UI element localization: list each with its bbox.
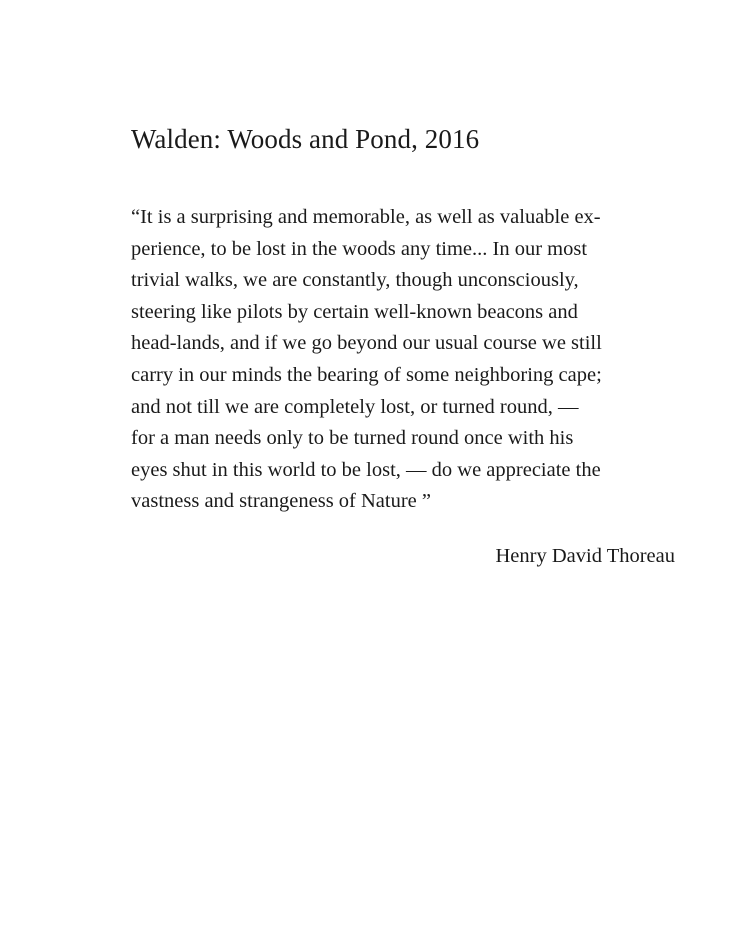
quote-line: head-lands, and if we go beyond our usual course we still (131, 332, 602, 355)
quote-line: eyes shut in this world to be lost, — do we appreciate the (131, 458, 601, 481)
quote-line: trivial walks, we are constantly, though unconsciously, (131, 269, 579, 292)
quote-line: steering like pilots by certain well-known beacons and (131, 300, 578, 323)
quote-line: and not till we are completely lost, or turned round, — (131, 395, 579, 418)
quote-block (131, 202, 691, 518)
quote-attribution: Henry David Thoreau (495, 545, 675, 567)
quote-line: carry in our minds the bearing of some neighboring cape; (131, 363, 602, 386)
quote-line: perience, to be lost in the woods any time... In our most (131, 237, 588, 260)
quote-line: for a man needs only to be turned round once with his (131, 427, 574, 450)
page-title: Walden: Woods and Pond, 2016 (131, 124, 480, 154)
quote-line: “It is a surprising and memorable, as well as valuable ex- (131, 206, 601, 228)
quote-line: vastness and strangeness of Nature ” (131, 490, 432, 513)
